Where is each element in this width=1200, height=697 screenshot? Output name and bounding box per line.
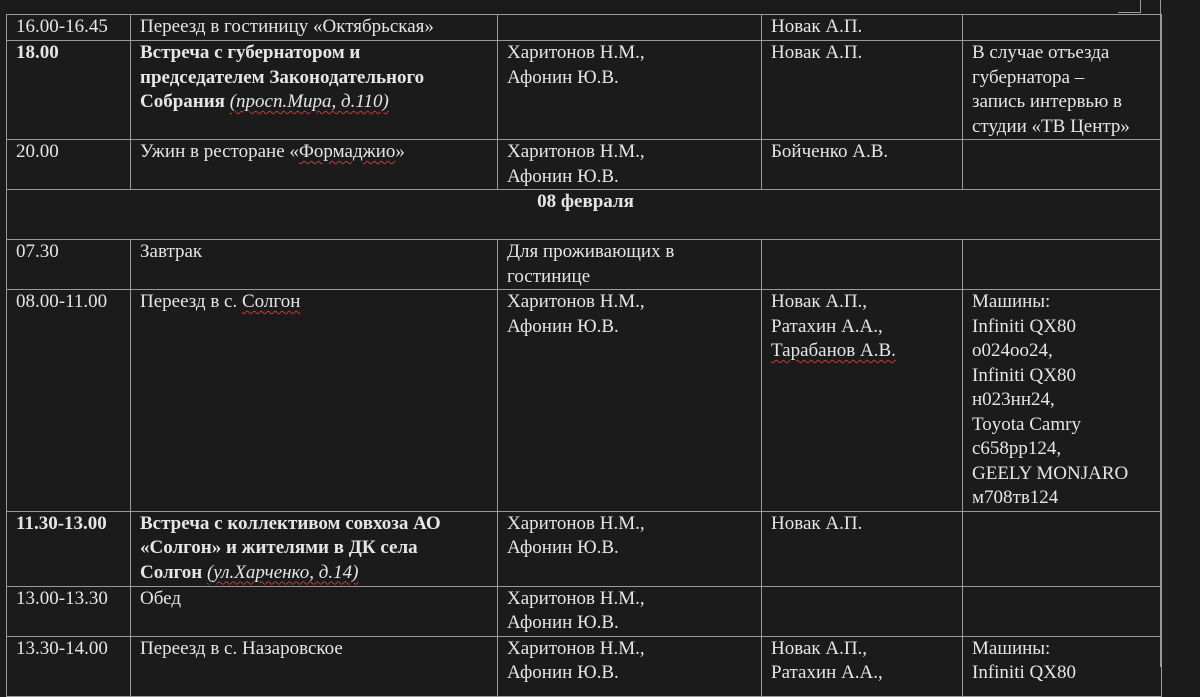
event-cell: Встреча с коллективом совхоза АО «Солгон» и жителями в ДК села Солгон (ул.Харченко, д.14) [131,511,498,586]
participants-cell: Для проживающих в гостинице [498,240,762,290]
event-cell: Встреча с губернатором и председателем Законодательного Собрания (просп.Мира, д.110) [131,41,498,140]
schedule-table [6,14,1162,697]
day-separator-row [7,190,1162,240]
page-corner-mark [1118,0,1141,13]
participants-cell: Харитонов Н.М., Афонин Ю.В. [498,636,762,696]
time-cell: 08.00-11.00 [7,290,131,512]
event-address: (просп.Мира, д.110) [229,91,389,112]
table-row [7,140,1162,190]
event-address: (ул.Харченко, д.14) [206,561,359,583]
notes-cell [963,586,1162,636]
responsible-cell [762,586,963,636]
time-cell: 18.00 [7,41,131,140]
day-heading: 08 февраля [7,190,1162,240]
table-row [7,15,1162,41]
event-cell: Обед [131,586,498,636]
responsible-cell: Новак А.П., Ратахин А.А., [762,636,963,696]
time-cell: 13.00-13.30 [7,586,131,636]
notes-cell [963,511,1162,586]
event-cell [131,15,498,41]
event-text: Переезд в гостиницу «Октябрьская» [140,16,434,37]
responsible-cell [762,240,963,290]
notes-cell: Машины: Infiniti QX80 [963,636,1162,696]
table-row [7,41,1162,140]
table-row [7,290,1162,512]
responsible-cell: Новак А.П. [762,41,963,140]
responsible-cell: Бойченко А.В. [762,140,963,190]
responsible-cell: Новак А.П. [762,511,963,586]
table-row [7,240,1162,290]
table-row [7,511,1162,586]
event-text: Переезд в с. Солгон [140,291,301,312]
notes-cell: Машины: Infiniti QX80 о024оо24, Infiniti QX80 н023нн24, Toyota Camry с658рр124, GEELY MONJARO м708тв124 [963,290,1162,512]
table-row [7,636,1162,696]
time-cell: 11.30-13.00 [7,511,131,586]
participants-cell: Харитонов Н.М., Афонин Ю.В. [498,290,762,512]
participants-cell: Харитонов Н.М., Афонин Ю.В. [498,511,762,586]
time-cell: 13.30-14.00 [7,636,131,696]
time-cell: 20.00 [7,140,131,190]
notes-cell [963,240,1162,290]
responsible-cell: Новак А.П. [762,15,963,41]
event-cell: Переезд в с. Назаровское [131,636,498,696]
participants-cell: Харитонов Н.М., Афонин Ю.В. [498,140,762,190]
notes-cell [963,15,1162,41]
time-cell: 07.30 [7,240,131,290]
table-row [7,586,1162,636]
event-cell: Ужин в ресторане «Формаджио» [131,140,498,190]
event-cell [131,290,498,512]
event-cell: Завтрак [131,240,498,290]
notes-cell [963,140,1162,190]
participants-cell [498,15,762,41]
time-cell: 16.00-16.45 [7,15,131,41]
responsible-cell: Новак А.П., Ратахин А.А., Тарабанов А.В. [762,290,963,512]
participants-cell: Харитонов Н.М., Афонин Ю.В. [498,586,762,636]
notes-cell: В случае отъезда губернатора – запись интервью в студии «ТВ Центр» [963,41,1162,140]
participants-cell: Харитонов Н.М., Афонин Ю.В. [498,41,762,140]
